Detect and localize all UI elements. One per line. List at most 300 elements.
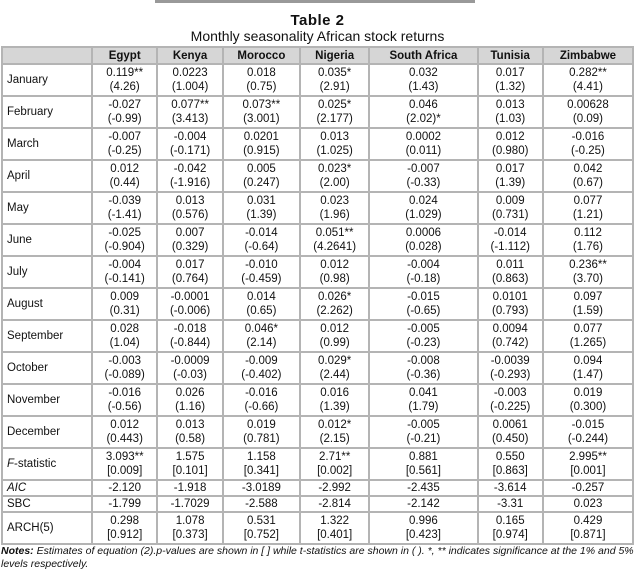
value-cell	[223, 160, 300, 192]
statistic: (0.09)	[572, 113, 603, 125]
row-label	[2, 96, 92, 128]
statistic: (1.39)	[495, 177, 526, 189]
coefficient: 0.019	[573, 387, 603, 399]
coefficient: 0.298	[110, 515, 140, 527]
row-label	[2, 64, 92, 96]
value-cell	[92, 288, 157, 320]
row-label	[2, 384, 92, 416]
value-cell	[369, 96, 477, 128]
value-cell	[369, 512, 477, 544]
coefficient: 0.026*	[318, 291, 352, 303]
coefficient: 0.007	[175, 227, 205, 239]
value-cell	[543, 352, 633, 384]
statistic: (-0.64)	[244, 241, 279, 253]
table-row	[2, 64, 633, 96]
statistic: [0.752]	[243, 529, 279, 541]
coefficient: 0.046	[409, 99, 438, 111]
coefficient: -0.005	[407, 323, 440, 335]
column-header: Morocco	[223, 47, 300, 64]
value-cell	[223, 64, 300, 96]
statistic: (-0.171)	[169, 145, 211, 157]
coefficient: -0.003	[493, 387, 527, 399]
statistic: [0.341]	[243, 465, 279, 477]
value-cell	[369, 480, 477, 496]
coefficient: 0.165	[495, 515, 525, 527]
statistic: (0.75)	[246, 81, 277, 93]
statistic: (4.41)	[572, 81, 603, 93]
coefficient: -1.799	[108, 498, 141, 510]
value-cell	[92, 512, 157, 544]
value-cell	[478, 320, 543, 352]
coefficient: 0.026	[175, 387, 205, 399]
coefficient: 0.013	[320, 131, 350, 143]
row-label-text: May	[7, 202, 29, 214]
seasonality-table	[1, 46, 634, 545]
notes-text: Estimates of equation (2).p-values are shown in [ ] while t-statistics are shown in ( ). *, ** indicates significance at the 1% and 5% levels respectively.	[1, 545, 634, 570]
coefficient: 0.012	[110, 163, 140, 175]
statistic: (1.004)	[171, 81, 209, 93]
value-cell	[369, 256, 477, 288]
value-cell	[478, 288, 543, 320]
coefficient: 0.017	[495, 163, 525, 175]
statistic: (0.863)	[491, 273, 529, 285]
coefficient: -0.0009	[170, 355, 210, 367]
table-row	[2, 416, 633, 448]
statistic: (1.32)	[495, 81, 526, 93]
value-cell	[157, 128, 222, 160]
statistic: (0.450)	[491, 433, 529, 445]
value-cell	[92, 160, 157, 192]
statistic: (-1.916)	[169, 177, 211, 189]
value-cell	[157, 288, 222, 320]
value-cell	[300, 448, 369, 480]
table-row	[2, 224, 633, 256]
corner-cell	[2, 47, 92, 64]
coefficient: -2.435	[407, 482, 440, 494]
coefficient: -0.007	[108, 131, 141, 143]
statistic: [0.912]	[107, 529, 143, 541]
coefficient: 0.031	[246, 195, 276, 207]
statistic: (-0.18)	[406, 273, 441, 285]
coefficient: 0.023	[320, 195, 350, 207]
statistic: (-0.36)	[406, 369, 441, 381]
coefficient: 0.012	[320, 259, 350, 271]
statistic: (0.99)	[319, 337, 350, 349]
statistic: (-0.244)	[567, 433, 609, 445]
value-cell	[478, 64, 543, 96]
coefficient: 0.112	[573, 227, 602, 239]
coefficient: -0.007	[407, 163, 440, 175]
value-cell	[369, 160, 477, 192]
value-cell	[369, 496, 477, 512]
table-row	[2, 96, 633, 128]
row-label-text: November	[7, 394, 61, 406]
value-cell	[543, 496, 633, 512]
coefficient: 0.018	[246, 67, 276, 79]
table-row	[2, 384, 633, 416]
statistic: [0.561]	[405, 465, 441, 477]
value-cell	[300, 128, 369, 160]
value-cell	[300, 160, 369, 192]
statistic: (2.15)	[319, 433, 350, 445]
coefficient: -0.004	[407, 259, 440, 271]
statistic: (0.781)	[243, 433, 280, 445]
row-label-text: December	[7, 426, 61, 438]
row-label-italic: AIC	[7, 482, 27, 494]
coefficient: 0.0094	[492, 323, 528, 335]
value-cell	[223, 96, 300, 128]
value-cell	[157, 512, 222, 544]
statistic: (-0.459)	[241, 273, 282, 285]
row-label	[2, 512, 92, 544]
row-label	[2, 496, 92, 512]
coefficient: 1.575	[175, 451, 205, 463]
statistic: (2.00)	[319, 177, 350, 189]
value-cell	[157, 192, 222, 224]
row-label	[2, 320, 92, 352]
value-cell	[223, 288, 300, 320]
table-row	[2, 320, 633, 352]
coefficient: -0.0039	[490, 355, 530, 367]
value-cell	[478, 96, 543, 128]
statistic: (-0.904)	[104, 241, 145, 253]
value-cell	[543, 416, 633, 448]
statistic: (-0.25)	[107, 145, 142, 157]
value-cell	[223, 384, 300, 416]
value-cell	[300, 192, 369, 224]
value-cell	[300, 64, 369, 96]
coefficient: -0.014	[493, 227, 527, 239]
statistic: (4.26)	[109, 81, 140, 93]
value-cell	[300, 496, 369, 512]
top-rule	[155, 0, 475, 3]
row-label-text: -statistic	[14, 458, 57, 470]
table-row	[2, 256, 633, 288]
value-cell	[300, 96, 369, 128]
statistic: (2.02)*	[406, 113, 441, 125]
coefficient: -0.016	[108, 387, 141, 399]
coefficient: 0.012*	[318, 419, 352, 431]
statistic: (1.03)	[495, 113, 526, 125]
row-label	[2, 352, 92, 384]
statistic: (1.029)	[405, 209, 442, 221]
value-cell	[157, 224, 222, 256]
value-cell	[369, 128, 477, 160]
statistic: [0.009]	[107, 465, 143, 477]
coefficient: -0.003	[108, 355, 141, 367]
coefficient: -0.005	[407, 419, 440, 431]
value-cell	[223, 496, 300, 512]
value-cell	[543, 384, 633, 416]
row-label-text: July	[7, 266, 28, 278]
coefficient: -2.588	[245, 498, 278, 510]
statistic: (-0.844)	[169, 337, 211, 349]
value-cell	[157, 496, 222, 512]
statistic: (-0.03)	[173, 369, 208, 381]
value-cell	[543, 480, 633, 496]
value-cell	[223, 448, 300, 480]
coefficient: 0.051**	[315, 227, 354, 239]
statistic: (0.329)	[171, 241, 209, 253]
row-label-text: September	[7, 330, 64, 342]
statistic: (-0.23)	[406, 337, 441, 349]
coefficient: 0.013	[495, 99, 525, 111]
value-cell	[92, 416, 157, 448]
coefficient: 0.025*	[318, 99, 352, 111]
value-cell	[157, 64, 222, 96]
statistic: (4.2641)	[313, 241, 357, 253]
statistic: (1.21)	[572, 209, 603, 221]
value-cell	[223, 416, 300, 448]
value-cell	[157, 352, 222, 384]
value-cell	[300, 512, 369, 544]
statistic: [0.974]	[492, 529, 528, 541]
coefficient: 0.097	[573, 291, 603, 303]
coefficient: 0.035*	[318, 67, 352, 79]
coefficient: -0.018	[173, 323, 207, 335]
statistic: (3.413)	[171, 113, 209, 125]
coefficient: 0.011	[496, 259, 525, 271]
coefficient: -0.039	[108, 195, 141, 207]
value-cell	[92, 320, 157, 352]
statistic: (0.98)	[319, 273, 350, 285]
statistic: (1.265)	[569, 337, 607, 349]
statistic: (-1.112)	[490, 241, 530, 253]
coefficient: -3.0189	[241, 482, 281, 494]
statistic: (-0.21)	[406, 433, 441, 445]
row-label-text: March	[7, 138, 39, 150]
coefficient: -0.0001	[170, 291, 210, 303]
coefficient: 1.078	[175, 515, 205, 527]
value-cell	[92, 64, 157, 96]
table-subtitle: Monthly seasonality African stock returns	[190, 28, 445, 44]
statistic: (0.742)	[491, 337, 529, 349]
coefficient: -2.142	[407, 498, 440, 510]
coefficient: 0.236**	[569, 259, 607, 271]
coefficient: 0.009	[110, 291, 140, 303]
statistic: [0.863]	[492, 465, 528, 477]
value-cell	[369, 416, 477, 448]
value-cell	[223, 224, 300, 256]
coefficient: -0.004	[173, 131, 207, 143]
statistic: (-1.41)	[107, 209, 142, 221]
row-label-text: ARCH(5)	[7, 522, 54, 534]
coefficient: -0.016	[245, 387, 278, 399]
row-label	[2, 448, 92, 480]
value-cell	[157, 320, 222, 352]
value-cell	[300, 480, 369, 496]
coefficient: 0.042	[573, 163, 603, 175]
value-cell	[478, 384, 543, 416]
coefficient: -0.257	[571, 482, 605, 494]
statistic: (1.39)	[246, 209, 277, 221]
coefficient: 0.00628	[567, 99, 609, 111]
coefficient: 0.073**	[242, 99, 281, 111]
statistic: [0.373]	[172, 529, 208, 541]
coefficient: 0.0006	[405, 227, 442, 239]
row-label-text: April	[7, 170, 31, 182]
value-cell	[478, 224, 543, 256]
statistic: (1.16)	[175, 401, 206, 413]
row-label	[2, 192, 92, 224]
value-cell	[157, 96, 222, 128]
column-header: Tunisia	[478, 47, 543, 64]
coefficient: 0.014	[246, 291, 276, 303]
table-row	[2, 480, 633, 496]
value-cell	[369, 64, 477, 96]
value-cell	[157, 160, 222, 192]
value-cell	[92, 224, 157, 256]
row-label	[2, 288, 92, 320]
coefficient: 2.71**	[318, 451, 351, 463]
statistic: (1.43)	[408, 81, 439, 93]
statistic: (2.91)	[319, 81, 350, 93]
row-label	[2, 480, 92, 496]
coefficient: 0.017	[495, 67, 525, 79]
coefficient: -0.027	[108, 99, 141, 111]
value-cell	[92, 496, 157, 512]
statistic: (0.980)	[491, 145, 529, 157]
coefficient: 0.077	[573, 323, 603, 335]
statistic: (2.262)	[316, 305, 353, 317]
coefficient: 0.017	[175, 259, 205, 271]
statistic: [0.871]	[570, 529, 606, 541]
value-cell	[478, 496, 543, 512]
coefficient: -2.992	[318, 482, 351, 494]
notes-label: Notes:	[1, 545, 34, 557]
column-header: Nigeria	[300, 47, 369, 64]
statistic: (1.79)	[408, 401, 439, 413]
table-title: Table 2	[290, 12, 345, 29]
value-cell	[223, 128, 300, 160]
coefficient: 0.012	[320, 323, 350, 335]
value-cell	[157, 480, 222, 496]
value-cell	[543, 96, 633, 128]
value-cell	[543, 192, 633, 224]
value-cell	[478, 128, 543, 160]
table-row	[2, 288, 633, 320]
statistic: (0.247)	[243, 177, 280, 189]
row-label-text: SBC	[7, 498, 31, 510]
value-cell	[92, 96, 157, 128]
value-cell	[543, 512, 633, 544]
value-cell	[92, 480, 157, 496]
statistic: (0.793)	[491, 305, 529, 317]
value-cell	[157, 416, 222, 448]
value-cell	[478, 480, 543, 496]
coefficient: 0.024	[409, 195, 438, 207]
row-label	[2, 160, 92, 192]
value-cell	[223, 192, 300, 224]
value-cell	[543, 128, 633, 160]
row-label-text: June	[7, 234, 32, 246]
statistic: (1.39)	[319, 401, 350, 413]
coefficient: 0.996	[409, 515, 438, 527]
value-cell	[369, 320, 477, 352]
header-row	[2, 47, 633, 64]
coefficient: -0.042	[173, 163, 207, 175]
coefficient: -0.016	[571, 131, 605, 143]
coefficient: 0.012	[495, 131, 525, 143]
value-cell	[543, 448, 633, 480]
statistic: (0.300)	[569, 401, 607, 413]
coefficient: 0.029*	[318, 355, 352, 367]
statistic: (-0.65)	[406, 305, 441, 317]
row-label	[2, 416, 92, 448]
table-row	[2, 512, 633, 544]
coefficient: 1.322	[320, 515, 350, 527]
coefficient: 0.282**	[569, 67, 607, 79]
statistic: (0.443)	[106, 433, 143, 445]
table-row	[2, 352, 633, 384]
statistic: (2.177)	[316, 113, 353, 125]
statistic: (0.58)	[175, 433, 206, 445]
row-label-text: February	[7, 106, 54, 118]
statistic: (0.731)	[491, 209, 529, 221]
statistic: (1.59)	[572, 305, 603, 317]
statistic: (-0.66)	[244, 401, 279, 413]
table-row	[2, 160, 633, 192]
coefficient: 0.0223	[172, 67, 208, 79]
row-label	[2, 224, 92, 256]
coefficient: 0.077**	[171, 99, 209, 111]
coefficient: 0.023*	[318, 163, 352, 175]
value-cell	[543, 288, 633, 320]
value-cell	[223, 512, 300, 544]
value-cell	[478, 192, 543, 224]
coefficient: -1.7029	[170, 498, 210, 510]
value-cell	[223, 320, 300, 352]
row-label-text: January	[7, 74, 48, 86]
coefficient: 3.093**	[105, 451, 144, 463]
coefficient: 0.0061	[492, 419, 528, 431]
coefficient: 0.119**	[106, 67, 144, 79]
column-header: Kenya	[157, 47, 222, 64]
column-header: South Africa	[369, 47, 477, 64]
statistic: (-0.293)	[490, 369, 531, 381]
value-cell	[543, 256, 633, 288]
coefficient: -0.015	[407, 291, 440, 303]
table-row	[2, 448, 633, 480]
statistic: (-0.141)	[104, 273, 145, 285]
coefficient: 0.019	[246, 419, 276, 431]
value-cell	[300, 320, 369, 352]
coefficient: 0.009	[495, 195, 525, 207]
coefficient: -1.918	[173, 482, 207, 494]
statistic: (-0.089)	[104, 369, 145, 381]
coefficient: 0.005	[246, 163, 276, 175]
statistic: (1.96)	[319, 209, 350, 221]
value-cell	[157, 384, 222, 416]
coefficient: -0.010	[245, 259, 278, 271]
statistic: (2.14)	[246, 337, 277, 349]
coefficient: 0.550	[495, 451, 525, 463]
value-cell	[478, 352, 543, 384]
statistic: (0.65)	[246, 305, 277, 317]
table-notes	[1, 545, 634, 571]
statistic: (0.915)	[243, 145, 280, 157]
coefficient: 2.995**	[569, 451, 607, 463]
statistic: [0.423]	[405, 529, 441, 541]
coefficient: -3.614	[493, 482, 527, 494]
statistic: (1.025)	[316, 145, 353, 157]
value-cell	[369, 352, 477, 384]
column-header: Egypt	[92, 47, 157, 64]
statistic: (2.44)	[319, 369, 350, 381]
coefficient: 1.158	[246, 451, 276, 463]
row-label	[2, 128, 92, 160]
coefficient: 0.046*	[244, 323, 279, 335]
